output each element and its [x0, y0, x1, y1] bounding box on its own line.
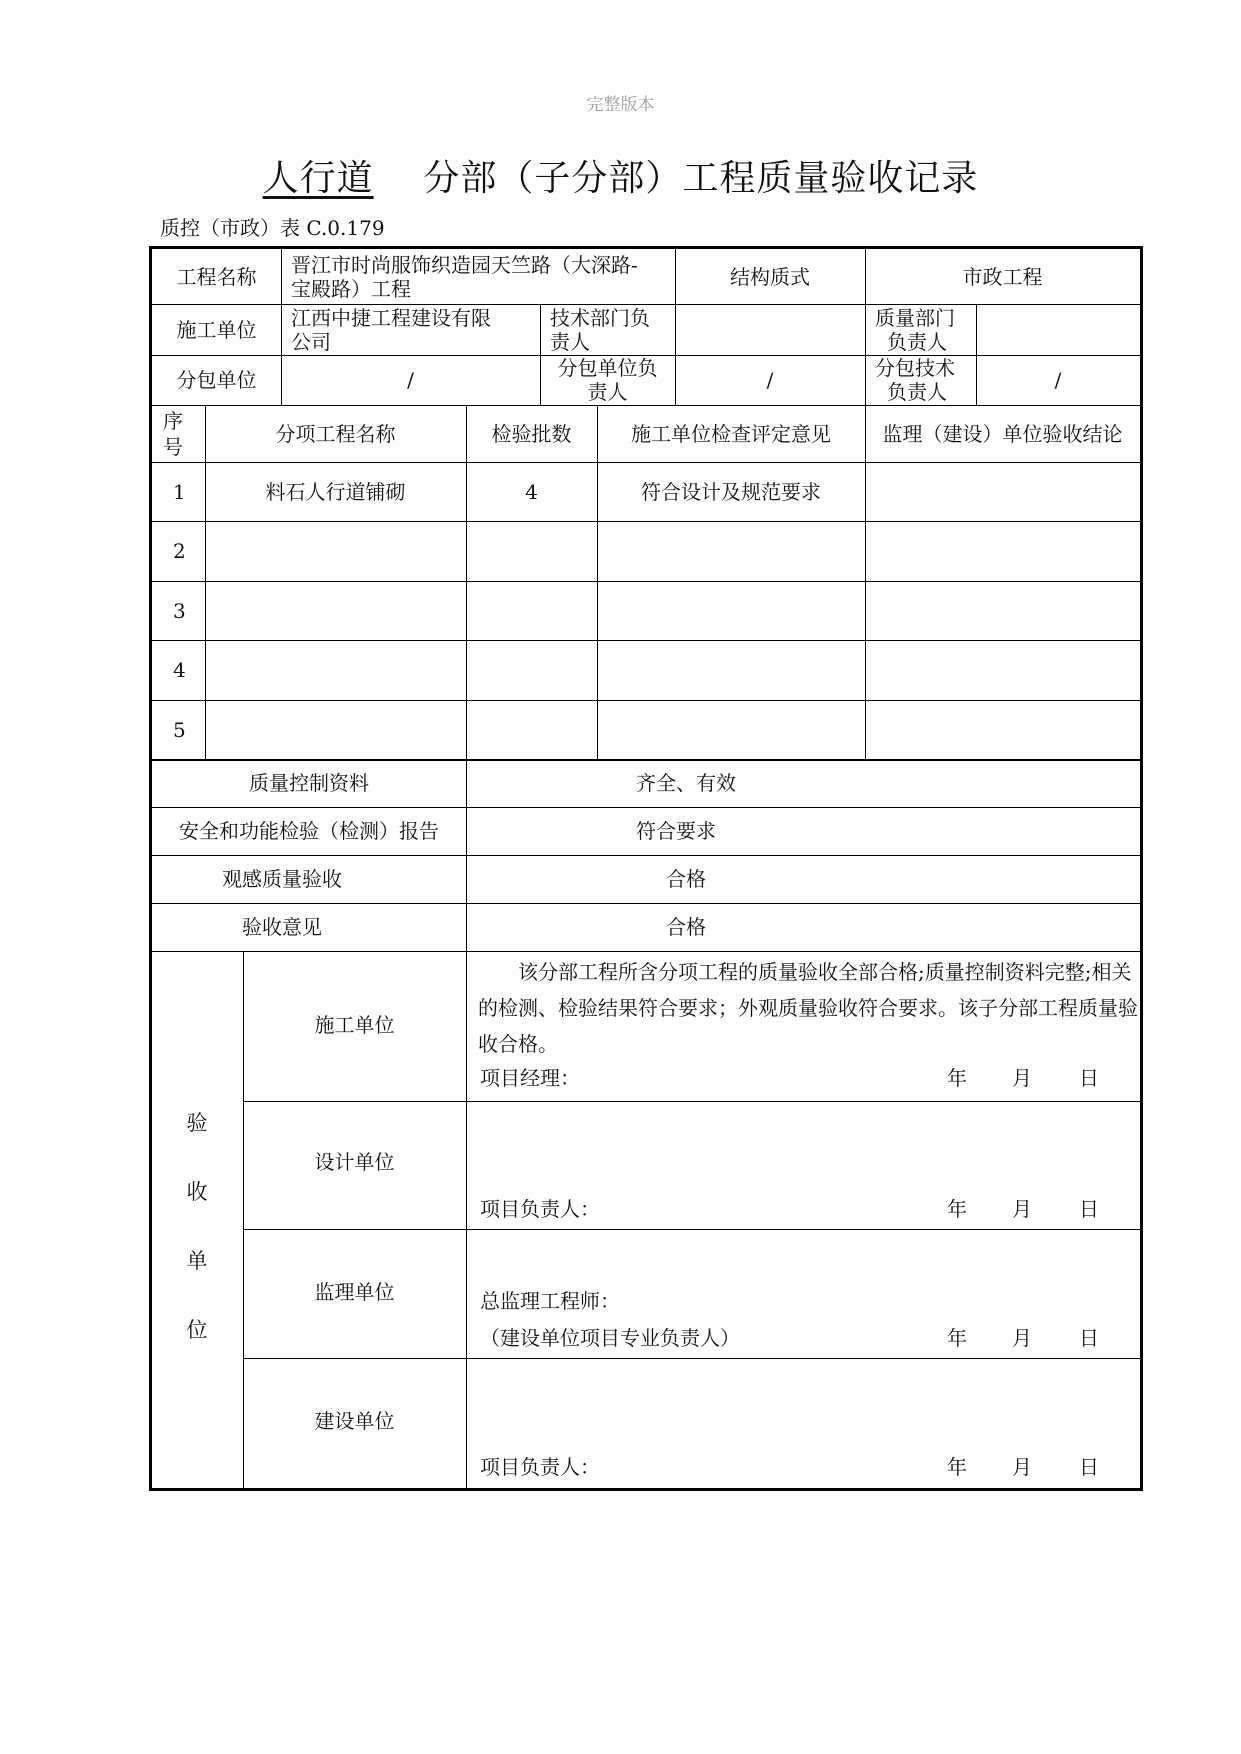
project-name-value-line2: 宝殿路）工程	[291, 277, 411, 301]
design-acceptance-label: 设计单位	[314, 1150, 395, 1174]
sub-tech-label-line1: 分包技术	[875, 356, 955, 380]
sub-unit-value: /	[407, 368, 414, 392]
title-rest: 分部（子分部）工程质量验收记录	[423, 158, 979, 199]
form-code: 质控（市政）表 C.0.179	[160, 216, 385, 240]
opinion-value: 合格	[666, 915, 706, 939]
sub-head-label-line1: 分包单位负	[557, 356, 658, 380]
date-month: 月	[1012, 1197, 1032, 1221]
client-acceptance-label: 建设单位	[314, 1409, 395, 1433]
date-month: 月	[1012, 1066, 1032, 1090]
date-year: 年	[947, 1197, 967, 1221]
opinion-label: 验收意见	[242, 915, 322, 939]
date-day: 日	[1079, 1197, 1099, 1221]
contractor-signer: 项目经理：	[480, 1066, 580, 1090]
quality-head-label-line2: 负责人	[887, 330, 947, 354]
row-no: 4	[173, 658, 186, 682]
date-day: 日	[1079, 1066, 1099, 1090]
supervision-signer: 总监理工程师：	[480, 1289, 620, 1313]
row-batches: 4	[525, 480, 538, 504]
tech-head-label-line2: 责人	[550, 330, 590, 354]
row-no: 1	[173, 480, 186, 504]
row-no: 3	[173, 599, 186, 623]
design-signer: 项目负责人：	[480, 1197, 600, 1221]
col-no-line1: 序	[163, 409, 183, 433]
col-no-line2: 号	[163, 435, 183, 459]
quality-docs-label: 质量控制资料	[249, 771, 369, 795]
page-title	[0, 150, 1241, 201]
date-day: 日	[1079, 1455, 1099, 1479]
row-item-name: 料石人行道铺砌	[265, 480, 406, 504]
client-signer: 项目负责人：	[480, 1455, 600, 1479]
date-year: 年	[947, 1455, 967, 1479]
col-batches: 检验批数	[491, 422, 572, 446]
row-no: 2	[173, 539, 186, 563]
structure-value: 市政工程	[962, 265, 1043, 289]
date-month: 月	[1012, 1455, 1032, 1479]
sub-tech-label-line2: 负责人	[887, 380, 947, 404]
sub-unit-label: 分包单位	[176, 368, 257, 392]
date-year: 年	[947, 1066, 967, 1090]
quality-docs-value: 齐全、有效	[636, 771, 736, 795]
contractor-acceptance-label: 施工单位	[314, 1013, 395, 1037]
supervision-signer-note: （建设单位项目专业负责人）	[480, 1326, 740, 1350]
title-project-type: 人行道	[262, 158, 374, 199]
row-contractor-opinion: 符合设计及规范要求	[641, 480, 821, 504]
project-name-label: 工程名称	[176, 265, 257, 289]
col-supervisor-conclusion: 监理（建设）单位验收结论	[882, 422, 1123, 446]
col-item-name: 分项工程名称	[275, 422, 396, 446]
safety-report-label: 安全和功能检验（检测）报告	[179, 819, 439, 843]
watermark: 完整版本	[586, 95, 655, 115]
contractor-acceptance-text: 该分部工程所含分项工程的质量验收全部合格;质量控制资料完整;相关的检测、检验结果符合要求；外观质量验收符合要求。该子分部工程质量验收合格。	[478, 960, 1138, 1056]
date-month: 月	[1012, 1326, 1032, 1350]
col-contractor-opinion: 施工单位检查评定意见	[631, 422, 831, 446]
appearance-label: 观感质量验收	[222, 867, 342, 891]
contractor-value-line1: 江西中捷工程建设有限	[291, 306, 491, 330]
date-year: 年	[947, 1326, 967, 1350]
sub-tech-value: /	[1054, 368, 1062, 392]
sub-head-label-line2: 责人	[587, 380, 628, 404]
contractor-value-line2: 公司	[291, 330, 331, 354]
structure-label: 结构质式	[730, 265, 810, 289]
supervision-acceptance-label: 监理单位	[314, 1280, 395, 1304]
acceptance-side-label: 验 收 单 位	[186, 1111, 208, 1342]
quality-head-label-line1: 质量部门	[875, 306, 955, 330]
safety-report-value: 符合要求	[636, 819, 716, 843]
appearance-value: 合格	[666, 867, 706, 891]
acceptance-form-table	[149, 246, 1143, 1491]
contractor-label: 施工单位	[176, 318, 257, 342]
sub-head-value: /	[766, 368, 774, 392]
date-day: 日	[1079, 1326, 1099, 1350]
project-name-value-line1: 晋江市时尚服饰织造园天竺路（大深路-	[291, 253, 638, 277]
row-no: 5	[173, 718, 186, 742]
tech-head-label-line1: 技术部门负	[550, 306, 650, 330]
